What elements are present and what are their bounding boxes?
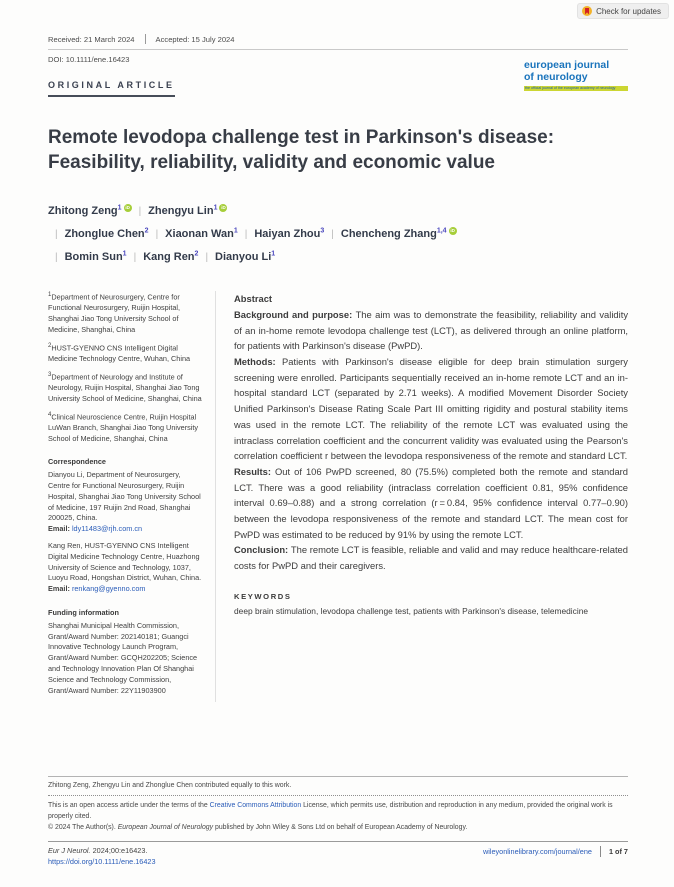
author-separator: |: [138, 205, 142, 217]
email-label: Email:: [48, 524, 72, 534]
keywords-heading: KEYWORDS: [234, 591, 292, 601]
journal-logo: [524, 60, 628, 91]
page-number: 1 of 7: [608, 847, 628, 856]
orcid-icon[interactable]: iD: [450, 228, 455, 234]
author: Bomin Sun$^1$: [64, 250, 127, 264]
footnotes-section: [48, 776, 628, 831]
author: Haiyan Zhou$^3$: [254, 227, 325, 240]
keywords-text: deep brain stimulation, levodopa challenge test, patients with Parkinson's disease, telemedicine: [234, 605, 589, 616]
abstract-column: [216, 291, 628, 702]
author-separator: |: [55, 229, 58, 240]
author-separator: |: [331, 229, 334, 240]
open-access-note: This is an open access article under the terms of the Creative Commons Attribution License, which permits use, distribution and reproduction in any medium, provided the original work is properly cited.: [48, 802, 613, 820]
journal-site-link[interactable]: wileyonlinelibrary.com/journal/ene: [482, 847, 592, 856]
article-type-heading: ORIGINAL ARTICLE: [48, 80, 175, 97]
received-date: Received: 21 March 2024: [48, 34, 135, 44]
affiliation-sup: 2: [194, 250, 199, 258]
orcid-icon[interactable]: iD: [125, 205, 130, 211]
abstract-heading: Abstract: [234, 293, 273, 305]
affiliation-sup: 1: [122, 250, 127, 258]
author: Kang Ren$^2$: [143, 250, 199, 264]
abstract-paragraph-methods: Methods: Patients with Parkinson's disease eligible for deep brain stimulation surgery screening were enrolled. Participants sequentially received an in-home remote LCT and an in-hospital standard LCT (separated by 2.71 weeks). A modified Movement Disorder Society Unified Parkinson's Disease Rating Scale Part III omitting rigidity and postural stability items was used in the remote LCT. The reliability of the remote LCT was evaluated using the intraclass correlation coefficient and the concurrent validity was evaluated using the Pearson's correlation coefficient r between the levodopa responsiveness of the remote and standard LCT.: [234, 356, 628, 462]
affiliation-sup: 1: [271, 250, 276, 258]
abstract-paragraph-background: Background and purpose: The aim was to demonstrate the feasibility, reliability and validity of an in-home remote levodopa challenge test (LCT), as delivered through an online platform, for patients with Parkinson's disease (PwPD).: [234, 308, 629, 352]
author: Dianyou Li$^1$: [215, 250, 276, 264]
article-title: Remote levodopa challenge test in Parkinson's disease: Feasibility, reliability, validity and economic value: [48, 127, 555, 174]
journal-logo-line1: european journal: [524, 59, 610, 71]
abstract-paragraph-results: Results: Out of 106 PwPD screened, 80 (75.5%) completed both the remote and standard LCT. There was a good reliability (intraclass correlation coefficient 0.81, 95% confidence interval 0.69–0.88) and a strong correlation (r = 0.84, 95% confidence interval 0.77–0.90) between the levodopa responsiveness of the remote and standard LCT. The mean cost for PwPD was estimated to be reduced by 91% by using the remote LCT.: [234, 465, 628, 540]
funding-heading: Funding information: [48, 608, 119, 617]
equal-contribution-note: Zhitong Zeng, Zhengyu Lin and Zhonglue Chen contributed equally to this work.: [48, 782, 292, 789]
author-separator: |: [205, 252, 209, 264]
orcid-icon[interactable]: iD: [221, 205, 226, 211]
author-separator: |: [244, 229, 248, 240]
affiliation-sup: 3: [320, 227, 325, 235]
affiliation-sup: 2: [144, 227, 149, 235]
affiliation-1: $^1$Department of Neurosurgery, Centre for Functional Neurosurgery, Ruijin Hospital, Shanghai Jiao Tong University School of Medicine, Shanghai, China: [48, 291, 181, 334]
email-link-kang-ren[interactable]: renkang@gyenno.com: [71, 584, 146, 594]
journal-name-italic: European Journal of Neurology: [117, 824, 214, 832]
author-separator: |: [155, 229, 159, 240]
bottom-divider: [600, 846, 601, 857]
citation-journal: Eur J Neurol.: [48, 846, 91, 855]
copyright-note: © 2024 The Author(s). European Journal of Neurology published by John Wiley & Sons Ltd on behalf of European Academy of Neurology.: [48, 824, 468, 832]
article-info-column: [48, 291, 216, 702]
correspondence-block-1: Dianyou Li, Department of Neurosurgery, Centre for Functional Neurosurgery, Ruijin Hospital, Shanghai Jiao Tong University School of Medicine, 197 Ruijin 2nd Road, Shanghai 200025, China. Email: ldy11483@rjh.com.cn: [48, 470, 201, 534]
affiliation-2: $^2$HUST-GYENNO CNS Intelligent Digital Medicine Technology Centre, Wuhan, China: [48, 341, 191, 364]
email-label: Email:: [48, 584, 72, 594]
affiliation-sup: 1: [213, 204, 218, 212]
affiliation-4: $^4$Clinical Neuroscience Centre, Ruijin Hospital LuWan Branch, Shanghai Jiao Tong University School of Medicine, Shanghai, China: [48, 410, 199, 443]
bottom-bar: [48, 841, 628, 868]
author: Chencheng Zhang$^{1,4}$ iD: [340, 227, 455, 240]
author-separator: |: [55, 252, 58, 264]
journal-logo-line2: of neurology: [524, 70, 588, 83]
meta-divider: [145, 34, 146, 44]
journal-site-block: [483, 846, 628, 857]
author: Zhitong Zeng$^1$ iD: [48, 204, 130, 217]
abstract-paragraph-conclusion: Conclusion: The remote LCT is feasible, reliable and valid and may reduce healthcare-related costs for PwPD and their caregivers.: [234, 544, 628, 572]
affiliation-3: $^3$Department of Neurology and Institute of Neurology, Ruijin Hospital, Shanghai Jiao Tong University School of Medicine, Shanghai, China: [48, 370, 202, 403]
accepted-date: Accepted: 15 July 2024: [155, 34, 235, 44]
author-separator: |: [133, 252, 137, 264]
doi-link[interactable]: https://doi.org/10.1111/ene.16423: [48, 856, 156, 866]
received-accepted-row: [48, 34, 628, 50]
correspondence-block-2: Kang Ren, HUST-GYENNO CNS Intelligent Digital Medicine Technology Centre, Huazhong University of Science and Technology, 1037, Luoyu Road, Hongshan District, Wuhan, China. Email: renkang@gyenno.com: [48, 541, 202, 594]
creative-commons-link[interactable]: Creative Commons Attribution: [209, 802, 302, 809]
citation-rest: 2024;00:e16423.: [90, 846, 148, 855]
affiliation-sup: 1: [233, 227, 238, 235]
journal-logo-tagline: the official journal of the european academy of neurology: [524, 86, 628, 92]
author: Zhengyu Lin$^1$ iD: [148, 204, 226, 217]
correspondence-heading: Correspondence: [48, 457, 106, 467]
affiliation-sup: 1: [117, 204, 122, 212]
check-for-updates-label: Check for updates: [596, 6, 661, 16]
author-list: [48, 200, 628, 269]
doi-line: DOI: 10.1111/ene.16423: [48, 55, 130, 64]
author: Xiaonan Wan$^1$: [165, 227, 238, 240]
email-link-dianyou-li[interactable]: ldy11483@rjh.com.cn: [71, 524, 143, 534]
author: Zhonglue Chen$^2$: [64, 227, 149, 240]
affiliation-sup: 1,4: [436, 227, 447, 235]
abstract-section: [234, 291, 628, 574]
funding-text: Shanghai Municipal Health Commission, Grant/Award Number: 202140181; Guangci Innovative Technology Launch Program, Grant/Award Number: GCQH202205; Science and Technology Innovation Plan Of Shanghai Science and Technology Commission, Grant/Award Number: 22Y11903900: [48, 620, 198, 695]
citation-block: [48, 846, 156, 868]
